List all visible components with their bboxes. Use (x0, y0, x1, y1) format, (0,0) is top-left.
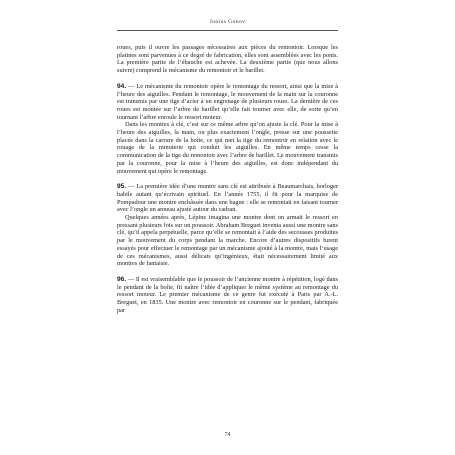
section-95 (117, 183, 338, 214)
paragraph: Dans les montres à clé, c’est sur ce même arbre qu’on ajuste la clé. Pour la mise à l’heure des aiguilles, la main, ou plus exactement l’ongle, presse sur une poussette placée dans la carrure de la boîte, ce qui met la tige du remontoir en relation avec le rouage de la minuterie qui conduit les aiguilles. En même temps cesse la communication de la tige du remontoir avec l’arbre de barillet. Le mouvement transmis par la couronne, pour la mise à l’heure des aiguilles, est donc indépendant du mouvement qui opère le remontage. (117, 121, 338, 175)
section-text: — Le mécanisme du remontoir opère le remontage du ressort, ainsi que la mise à l’heure des aiguilles. Pendant le remontage, le mouvement de la main sur la couronne est transmis par une tige d’acier à un engrenage de plusieurs roues. La dernière de ces roues est montée sur l’arbre de barillet qu’elle fait tourner avec elle, de sorte qu’en tournant l’arbre enroule le ressort moteur. (117, 82, 338, 121)
section-96 (117, 276, 338, 315)
header-rule (117, 30, 338, 31)
running-head: Junius Gonov (209, 19, 246, 25)
text-body (117, 44, 338, 315)
section-number: 96. (117, 275, 127, 283)
section-text: — La première idée d’une montre sans clé est attribuée à Beaumarchais, horloger habile autant qu’écrivain spirituel. En l’année 1755, il fit pour la marquise de Pompadour une montre enchâssée dans une bague : elle se remontait en faisant tourner avec l’ongle un anneau ajusté autour du cadran. (117, 183, 338, 214)
section-94 (117, 83, 338, 122)
section-number: 95. (117, 183, 127, 191)
paragraph: roues, puis il ouvre les passages nécessaires aux pièces du remontoir. Lorsque les platines sont parvenues à ce degré de fabrication, elles sont assemblées avec les ponts. La première partie de l’ébauche est achevée. La deuxième partie (que nous allons suivre) comprend le mécanisme du remontoir et le barillet. (117, 44, 338, 75)
section-text: — Il est vraisemblable que le poussoir de l’ancienne montre à répétition, logé dans le pendant de la boîte, fit naître l’idée d’appliquer le même système au remontage du ressort moteur. Le premier mécanisme de ce genre fut exécuté à Paris par A.-L. Breguet, en 1835. Une montre avec remontoir en couronne sur le pendant, fabriquée par (117, 275, 338, 314)
section-number: 94. (117, 82, 127, 90)
page-number: 74 (224, 432, 231, 438)
paragraph: Quelques années après, Lépine imagina une montre dont on armait le ressort en pressant plusieurs fois sur un poussoir. Abraham Breguet inventa aussi une montre sans clé, qu’il appela perpétuelle, parce qu’elle se remontait à l’aide des secousses produites par le mouvement du corps pendant la marche. Encore d’autres dispositifs furent essayés pour effectuer le remontage par un mécanisme ajouté à la montre, mais l’usage de ces mécanismes, aussi délicats qu’ingénieux, était nécessairement limité aux montres de fantaisie. (117, 214, 338, 268)
